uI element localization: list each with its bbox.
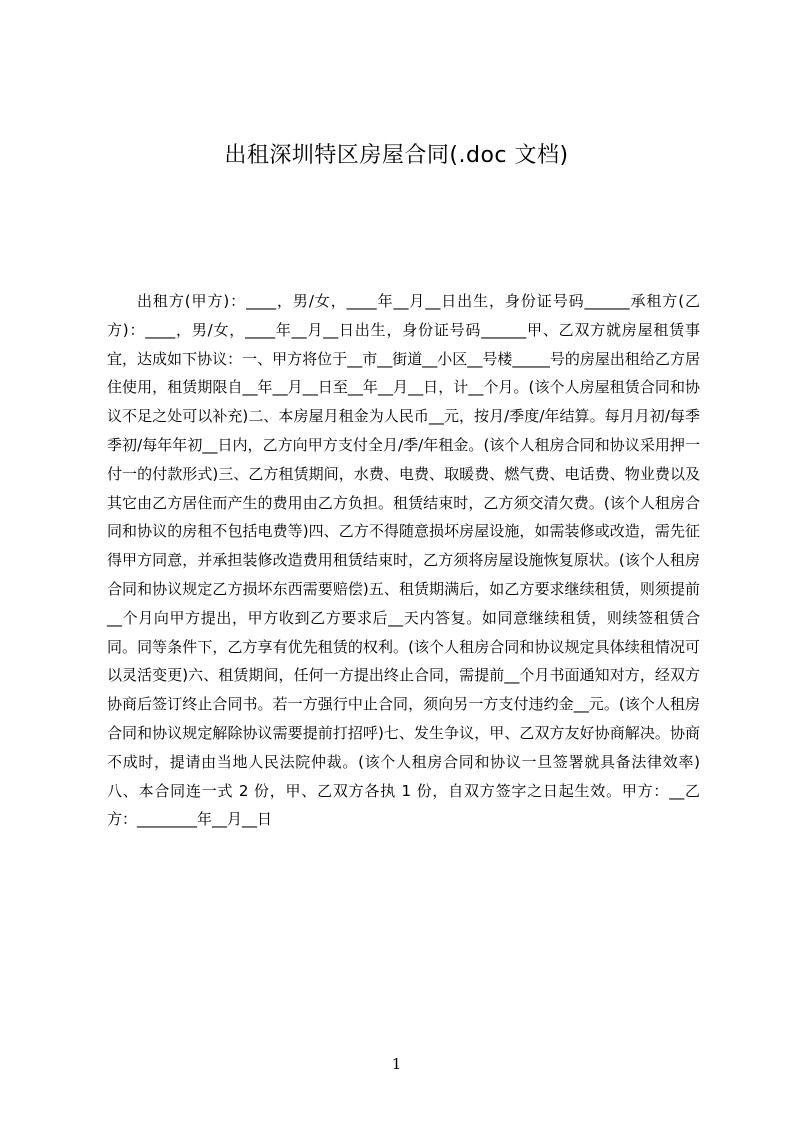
contract-body-text: 出租方(甲方)：____，男/女，____年__月__日出生，身份证号码______承租方(乙方)：____，男/女，____年__月__日出生，身份证号码______甲、乙双方就房屋租赁事宜，达成如下协议：一、甲方将位于__市__街道__小区__号楼_____号的房屋出租给乙方居住使用，租赁期限自__年__月__日至__年__月__日，计__个月。(该个人房屋租赁合同和协议不足之处可以补充)二、本房屋月租金为人民币__元，按月/季度/年结算。每月月初/每季季初/每年年初__日内，乙方向甲方支付全月/季/年租金。(该个人租房合同和协议采用押一付一的付款形式)三、乙方租赁期间，水费、电费、取暖费、燃气费、电话费、物业费以及其它由乙方居住而产生的费用由乙方负担。租赁结束时，乙方须交清欠费。(该个人租房合同和协议的房租不包括电费等)四、乙方不得随意损坏房屋设施，如需装修或改造，需先征得甲方同意，并承担装修改造费用租赁结束时，乙方须将房屋设施恢复原状。(该个人租房合同和协议规定乙方损坏东西需要赔偿)五、租赁期满后，如乙方要求继续租赁，则须提前__个月向甲方提出，甲方收到乙方要求后__天内答复。如同意继续租赁，则续签租赁合同。同等条件下，乙方享有优先租赁的权利。(该个人租房合同和协议规定具体续租情况可以灵活变更)六、租赁期间，任何一方提出终止合同，需提前__个月书面通知对方，经双方协商后签订终止合同书。若一方强行中止合同，须向另一方支付违约金__元。(该个人租房合同和协议规定解除协议需要提前打招呼)七、发生争议，甲、乙双方友好协商解决。协商不成时，提请由当地人民法院仲裁。(该个人租房合同和协议一旦签署就具备法律效率)八、本合同连一式 2 份，甲、乙双方各执 1 份，自双方签字之日起生效。甲方：__乙方：________年__月__日 bbox=[107, 292, 700, 829]
document-title: 出租深圳特区房屋合同(.doc 文档) bbox=[224, 143, 569, 168]
page-number: 1 bbox=[391, 1055, 402, 1073]
